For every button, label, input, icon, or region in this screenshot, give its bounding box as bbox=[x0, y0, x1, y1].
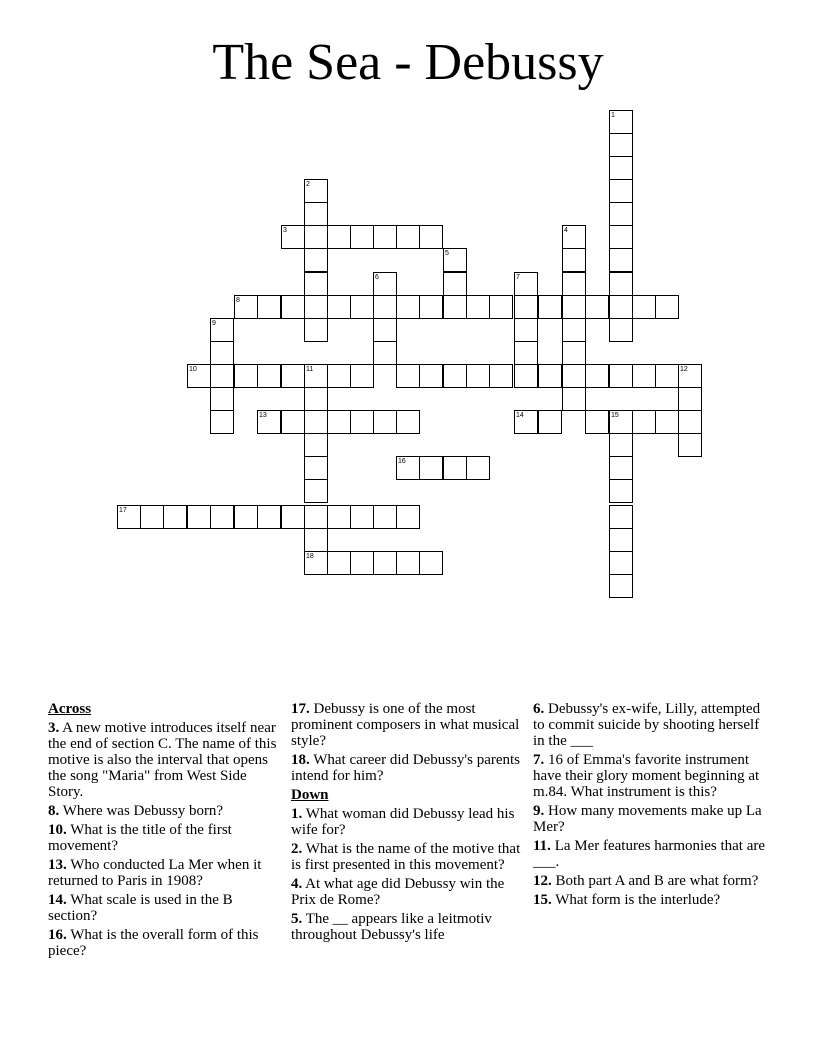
cell-number-9: 9 bbox=[212, 320, 216, 327]
grid-cell[interactable] bbox=[281, 410, 305, 434]
clue-item bbox=[291, 752, 524, 784]
clue-text: What scale is used in the B section? bbox=[48, 892, 233, 924]
grid-cell[interactable] bbox=[257, 505, 281, 529]
grid-cell[interactable] bbox=[655, 364, 679, 388]
grid-cell[interactable] bbox=[609, 156, 633, 180]
grid-cell[interactable] bbox=[327, 410, 351, 434]
clue-number: 2. bbox=[291, 841, 303, 857]
grid-cell[interactable] bbox=[304, 456, 328, 480]
clues-column-2 bbox=[291, 701, 524, 946]
grid-cell[interactable] bbox=[562, 387, 586, 411]
grid-cell[interactable] bbox=[562, 248, 586, 272]
clue-item bbox=[533, 803, 773, 835]
grid-cell[interactable] bbox=[609, 202, 633, 226]
grid-cell[interactable] bbox=[350, 225, 374, 249]
grid-cell[interactable] bbox=[396, 364, 420, 388]
grid-cell[interactable] bbox=[373, 551, 397, 575]
clue-item bbox=[48, 822, 283, 854]
cell-number-13: 13 bbox=[259, 412, 267, 419]
grid-cell[interactable] bbox=[562, 341, 586, 365]
grid-cell[interactable] bbox=[609, 133, 633, 157]
clue-number: 8. bbox=[48, 803, 60, 819]
clue-text: How many movements make up La Mer? bbox=[533, 803, 762, 835]
grid-cell[interactable] bbox=[304, 272, 328, 296]
grid-cell[interactable] bbox=[443, 295, 467, 319]
grid-cell[interactable] bbox=[373, 341, 397, 365]
grid-cell[interactable] bbox=[373, 505, 397, 529]
grid-cell[interactable] bbox=[489, 295, 513, 319]
clue-item bbox=[48, 720, 283, 800]
clue-text: The __ appears like a leitmotiv throughout Debussy's life bbox=[291, 911, 492, 943]
grid-cell[interactable] bbox=[350, 364, 374, 388]
grid-cell[interactable] bbox=[678, 387, 702, 411]
grid-cell[interactable] bbox=[396, 551, 420, 575]
cell-number-2: 2 bbox=[306, 181, 310, 188]
clue-item bbox=[533, 892, 773, 908]
grid-cell[interactable] bbox=[304, 318, 328, 342]
clue-text: At what age did Debussy win the Prix de Rome? bbox=[291, 876, 505, 908]
clue-number: 10. bbox=[48, 822, 67, 838]
grid-cell[interactable] bbox=[281, 364, 305, 388]
cell-number-14: 14 bbox=[516, 412, 524, 419]
grid-cell[interactable] bbox=[257, 364, 281, 388]
clue-text: Both part A and B are what form? bbox=[551, 873, 759, 889]
grid-cell[interactable] bbox=[373, 225, 397, 249]
cell-number-6: 6 bbox=[375, 274, 379, 281]
grid-cell[interactable] bbox=[443, 272, 467, 296]
clue-number: 6. bbox=[533, 701, 545, 717]
grid-cell[interactable] bbox=[396, 295, 420, 319]
clue-number: 9. bbox=[533, 803, 545, 819]
grid-cell[interactable] bbox=[609, 433, 633, 457]
clue-item bbox=[48, 927, 283, 959]
grid-cell[interactable] bbox=[350, 551, 374, 575]
grid-cell[interactable] bbox=[327, 364, 351, 388]
grid-cell[interactable] bbox=[678, 410, 702, 434]
grid-cell[interactable] bbox=[632, 295, 656, 319]
grid-cell[interactable] bbox=[609, 364, 633, 388]
grid-cell[interactable] bbox=[304, 295, 328, 319]
grid-cell[interactable] bbox=[562, 318, 586, 342]
clue-text: What form is the interlude? bbox=[551, 892, 721, 908]
grid-cell[interactable] bbox=[210, 387, 234, 411]
grid-cell[interactable] bbox=[609, 505, 633, 529]
cell-number-17: 17 bbox=[119, 507, 127, 514]
grid-cell[interactable] bbox=[562, 364, 586, 388]
grid-cell[interactable] bbox=[538, 295, 562, 319]
clue-number: 11. bbox=[533, 838, 551, 854]
page-title: The Sea - Debussy bbox=[212, 34, 604, 91]
clue-item bbox=[48, 857, 283, 889]
clue-number: 7. bbox=[533, 752, 545, 768]
grid-cell[interactable] bbox=[514, 341, 538, 365]
grid-cell[interactable] bbox=[187, 505, 211, 529]
clue-text: La Mer features harmonies that are ___. bbox=[533, 838, 766, 870]
grid-cell[interactable] bbox=[396, 410, 420, 434]
grid-cell[interactable] bbox=[538, 364, 562, 388]
clue-text: What is the overall form of this piece? bbox=[48, 927, 259, 959]
grid-cell[interactable] bbox=[327, 551, 351, 575]
cell-number-10: 10 bbox=[189, 366, 197, 373]
grid-cell[interactable] bbox=[304, 410, 328, 434]
clue-item bbox=[533, 701, 773, 749]
grid-cell[interactable] bbox=[350, 505, 374, 529]
cell-number-7: 7 bbox=[516, 274, 520, 281]
grid-cell[interactable] bbox=[419, 551, 443, 575]
grid-cell[interactable] bbox=[373, 318, 397, 342]
clue-text: 16 of Emma's favorite instrument have their glory moment beginning at m.84. What instrument is this? bbox=[533, 752, 760, 800]
clue-item bbox=[291, 841, 524, 873]
clue-number: 12. bbox=[533, 873, 552, 889]
grid-cell[interactable] bbox=[419, 364, 443, 388]
cell-number-18: 18 bbox=[306, 553, 314, 560]
clue-text: Where was Debussy born? bbox=[59, 803, 224, 819]
grid-cell[interactable] bbox=[281, 505, 305, 529]
grid-cell[interactable] bbox=[655, 410, 679, 434]
grid-cell[interactable] bbox=[304, 225, 328, 249]
grid-cell[interactable] bbox=[466, 364, 490, 388]
clue-number: 15. bbox=[533, 892, 552, 908]
grid-cell[interactable] bbox=[585, 295, 609, 319]
clue-number: 17. bbox=[291, 701, 310, 717]
grid-cell[interactable] bbox=[304, 433, 328, 457]
grid-cell[interactable] bbox=[210, 410, 234, 434]
grid-cell[interactable] bbox=[466, 295, 490, 319]
grid-cell[interactable] bbox=[350, 410, 374, 434]
grid-cell[interactable] bbox=[609, 248, 633, 272]
grid-cell[interactable] bbox=[304, 202, 328, 226]
clue-number: 3. bbox=[48, 720, 60, 736]
clue-item bbox=[291, 806, 524, 838]
clue-item bbox=[291, 911, 524, 943]
clues-column-1 bbox=[48, 701, 283, 962]
cell-number-5: 5 bbox=[445, 250, 449, 257]
clue-item bbox=[291, 701, 524, 749]
grid-cell[interactable] bbox=[396, 505, 420, 529]
clue-number: 13. bbox=[48, 857, 67, 873]
grid-cell[interactable] bbox=[585, 364, 609, 388]
grid-cell[interactable] bbox=[609, 456, 633, 480]
grid-cell[interactable] bbox=[632, 364, 656, 388]
clue-number: 1. bbox=[291, 806, 303, 822]
grid-cell[interactable] bbox=[281, 295, 305, 319]
grid-cell[interactable] bbox=[210, 364, 234, 388]
grid-cell[interactable] bbox=[655, 295, 679, 319]
grid-cell[interactable] bbox=[609, 318, 633, 342]
grid-cell[interactable] bbox=[373, 410, 397, 434]
grid-cell[interactable] bbox=[489, 364, 513, 388]
grid-cell[interactable] bbox=[419, 295, 443, 319]
grid-cell[interactable] bbox=[514, 295, 538, 319]
grid-cell[interactable] bbox=[609, 479, 633, 503]
grid-cell[interactable] bbox=[373, 295, 397, 319]
grid-cell[interactable] bbox=[234, 505, 258, 529]
cell-number-12: 12 bbox=[680, 366, 688, 373]
clue-number: 5. bbox=[291, 911, 303, 927]
grid-cell[interactable] bbox=[609, 272, 633, 296]
clue-text: What woman did Debussy lead his wife for? bbox=[291, 806, 515, 838]
grid-cell[interactable] bbox=[609, 295, 633, 319]
grid-cell[interactable] bbox=[585, 410, 609, 434]
grid-cell[interactable] bbox=[562, 295, 586, 319]
clue-text: What is the name of the motive that is first presented in this movement? bbox=[291, 841, 521, 873]
grid-cell[interactable] bbox=[443, 456, 467, 480]
grid-cell[interactable] bbox=[609, 574, 633, 598]
grid-cell[interactable] bbox=[304, 479, 328, 503]
clue-number: 16. bbox=[48, 927, 67, 943]
grid-cell[interactable] bbox=[327, 295, 351, 319]
clue-item bbox=[533, 838, 773, 870]
grid-cell[interactable] bbox=[304, 528, 328, 552]
clue-item bbox=[48, 892, 283, 924]
grid-cell[interactable] bbox=[234, 364, 258, 388]
clue-text: Debussy is one of the most prominent composers in what musical style? bbox=[291, 701, 520, 749]
cell-number-15: 15 bbox=[611, 412, 619, 419]
grid-cell[interactable] bbox=[210, 505, 234, 529]
grid-cell[interactable] bbox=[327, 505, 351, 529]
grid-cell[interactable] bbox=[609, 551, 633, 575]
clue-number: 14. bbox=[48, 892, 67, 908]
clue-text: Debussy's ex-wife, Lilly, attempted to commit suicide by shooting herself in the ___ bbox=[533, 701, 761, 749]
cell-number-3: 3 bbox=[283, 227, 287, 234]
grid-cell[interactable] bbox=[514, 364, 538, 388]
grid-cell[interactable] bbox=[140, 505, 164, 529]
grid-cell[interactable] bbox=[538, 410, 562, 434]
grid-cell[interactable] bbox=[304, 387, 328, 411]
grid-cell[interactable] bbox=[210, 341, 234, 365]
grid-cell[interactable] bbox=[304, 248, 328, 272]
clue-item bbox=[533, 873, 773, 889]
grid-cell[interactable] bbox=[163, 505, 187, 529]
grid-cell[interactable] bbox=[562, 272, 586, 296]
grid-cell[interactable] bbox=[609, 225, 633, 249]
clue-text: What career did Debussy's parents intend for him? bbox=[291, 752, 521, 784]
clues-column-3 bbox=[533, 701, 773, 911]
grid-cell[interactable] bbox=[678, 433, 702, 457]
cell-number-1: 1 bbox=[611, 112, 615, 119]
cell-number-8: 8 bbox=[236, 297, 240, 304]
grid-cell[interactable] bbox=[396, 225, 420, 249]
grid-cell[interactable] bbox=[443, 364, 467, 388]
across-heading: Across bbox=[48, 701, 92, 717]
cell-number-4: 4 bbox=[564, 227, 568, 234]
down-heading: Down bbox=[291, 787, 329, 803]
cell-number-11: 11 bbox=[306, 366, 314, 373]
clue-number: 4. bbox=[291, 876, 303, 892]
clue-item bbox=[48, 803, 283, 819]
grid-cell[interactable] bbox=[257, 295, 281, 319]
grid-cell[interactable] bbox=[327, 225, 351, 249]
clue-text: A new motive introduces itself near the end of section C. The name of this motive is also the interval that opens the song "Maria" from West Side Story. bbox=[48, 720, 277, 800]
clue-number: 18. bbox=[291, 752, 310, 768]
clue-text: Who conducted La Mer when it returned to Paris in 1908? bbox=[48, 857, 262, 889]
grid-cell[interactable] bbox=[304, 505, 328, 529]
grid-cell[interactable] bbox=[350, 295, 374, 319]
clue-item bbox=[533, 752, 773, 800]
cell-number-16: 16 bbox=[398, 458, 406, 465]
grid-cell[interactable] bbox=[419, 225, 443, 249]
grid-cell[interactable] bbox=[609, 528, 633, 552]
clue-item bbox=[291, 876, 524, 908]
grid-cell[interactable] bbox=[609, 179, 633, 203]
grid-cell[interactable] bbox=[632, 410, 656, 434]
grid-cell[interactable] bbox=[466, 456, 490, 480]
grid-cell[interactable] bbox=[514, 318, 538, 342]
clue-text: What is the title of the first movement? bbox=[48, 822, 232, 854]
grid-cell[interactable] bbox=[419, 456, 443, 480]
